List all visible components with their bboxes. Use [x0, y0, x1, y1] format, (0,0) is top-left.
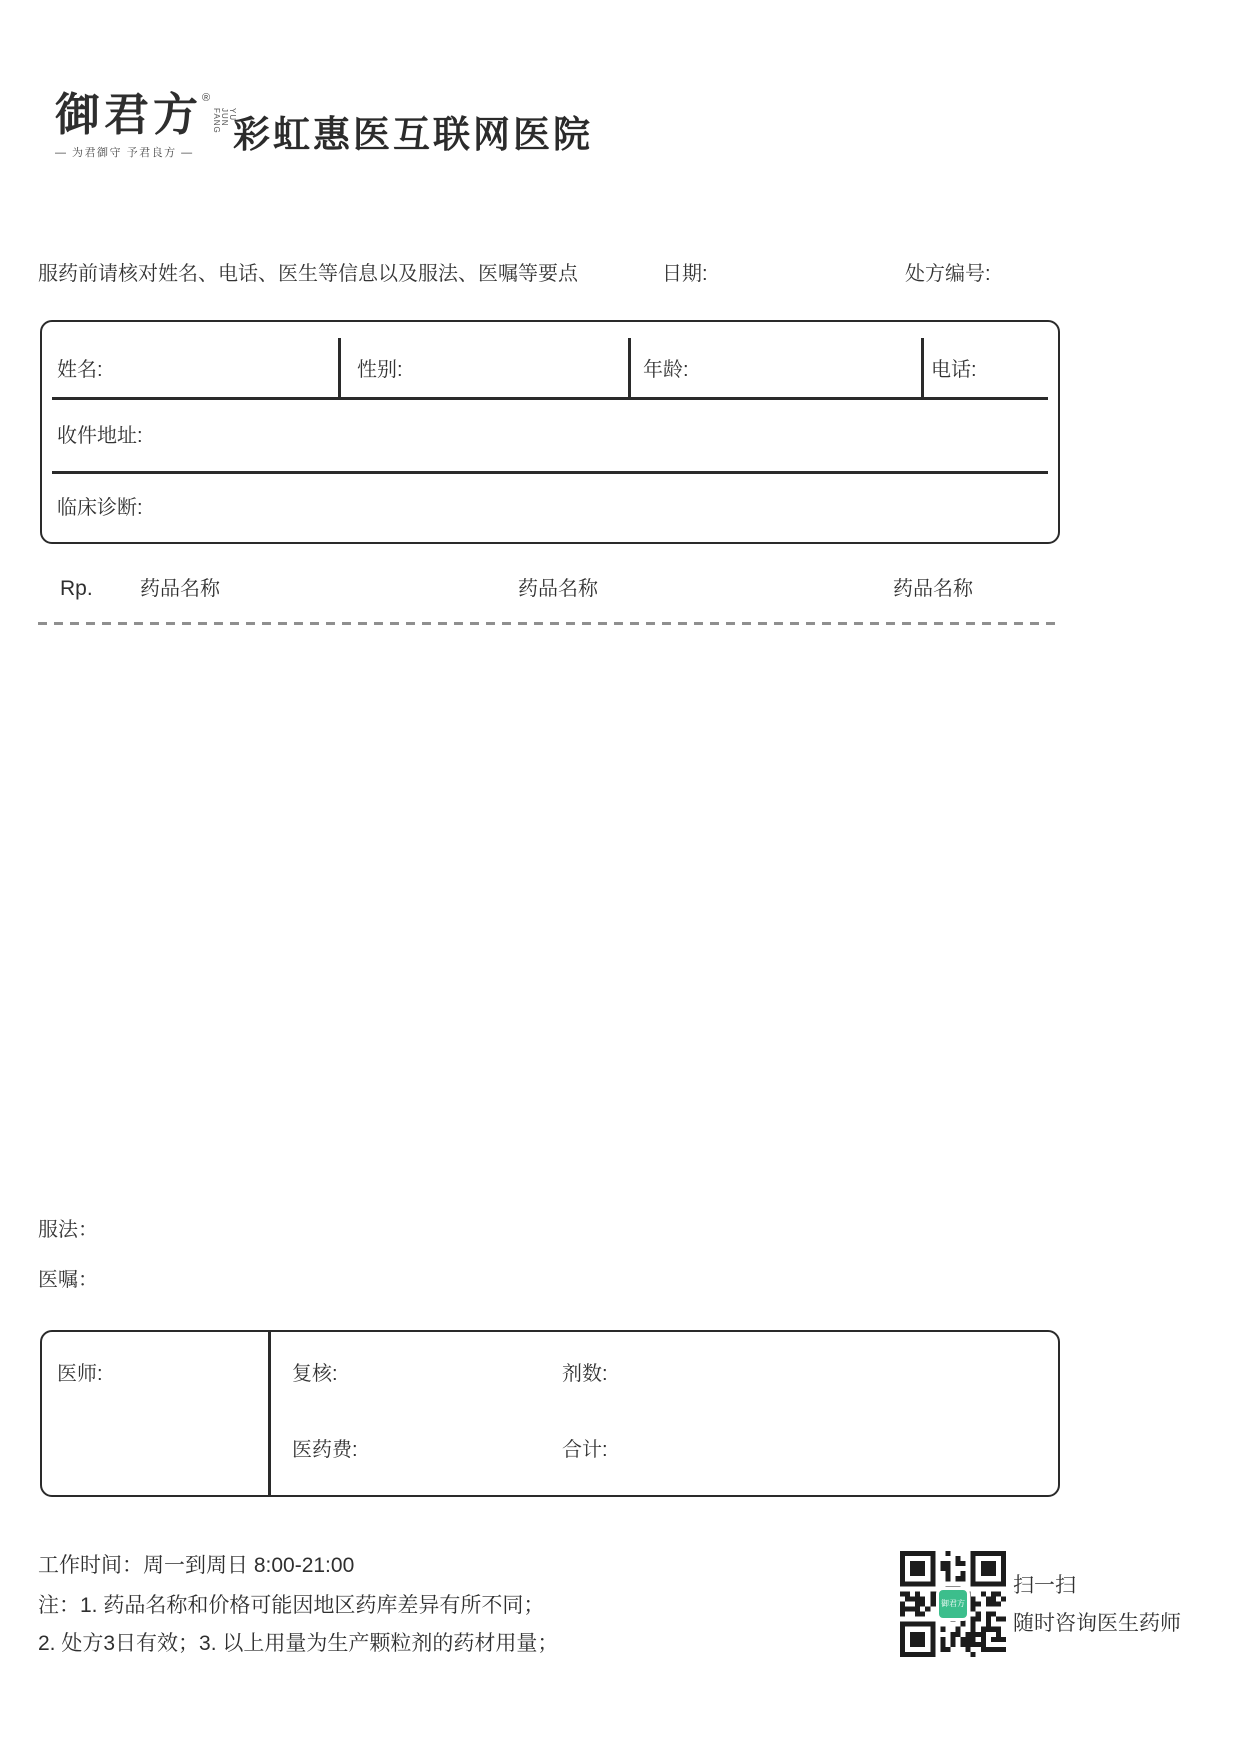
patient-gender-label: 性别:	[357, 359, 403, 381]
hospital-name: 彩虹惠医互联网医院	[233, 114, 593, 155]
registered-trademark-icon: ®	[202, 92, 211, 104]
rp-separator-dashed-line	[38, 622, 1058, 625]
brand-tagline: — 为君御守 予君良方 —	[55, 147, 194, 159]
usage-label: 服法：	[38, 1219, 98, 1241]
rp-label: Rp.	[60, 577, 93, 600]
patient-phone-label: 电话:	[931, 359, 977, 381]
dose-count-label: 剂数:	[562, 1363, 608, 1385]
row-divider	[52, 471, 1048, 474]
drug-name-header-1: 药品名称	[140, 578, 220, 600]
column-divider	[921, 338, 924, 397]
scan-subtitle: 随时咨询医生药师	[1013, 1612, 1181, 1635]
review-label: 复核:	[292, 1363, 338, 1385]
drug-name-header-3: 药品名称	[893, 578, 973, 600]
doctor-advice-label: 医嘱：	[38, 1269, 98, 1291]
working-hours-text: 工作时间：周一到周日 8:00-21:00	[38, 1554, 355, 1577]
brand-logo-vertical-text: YU JUN FANG	[212, 108, 238, 134]
drug-name-header-2: 药品名称	[518, 578, 598, 600]
qr-code	[900, 1551, 1006, 1657]
patient-info-box	[40, 320, 1060, 544]
date-label: 日期:	[662, 263, 708, 285]
clinical-diagnosis-label: 临床诊断:	[57, 497, 143, 519]
total-label: 合计:	[562, 1439, 608, 1461]
column-divider	[628, 338, 631, 397]
patient-name-label: 姓名:	[57, 359, 103, 381]
brand-logo	[55, 88, 238, 160]
note-line-2: 2. 处方3日有效；3. 以上用量为生产颗粒剂的药材用量；	[38, 1632, 559, 1655]
brand-logo-text: 御君方	[55, 88, 203, 141]
summary-box	[40, 1330, 1060, 1497]
shipping-address-label: 收件地址:	[57, 425, 143, 447]
check-reminder-text: 服药前请核对姓名、电话、医生等信息以及服法、医嘱等要点	[38, 263, 578, 285]
medicine-fee-label: 医药费:	[292, 1439, 358, 1461]
qr-center-logo: 御君方	[936, 1587, 970, 1621]
row-divider	[52, 397, 1048, 400]
column-divider	[268, 1332, 271, 1495]
patient-age-label: 年龄:	[643, 359, 689, 381]
scan-title: 扫一扫	[1013, 1574, 1076, 1597]
note-line-1: 注：1. 药品名称和价格可能因地区药库差异有所不同；	[38, 1594, 545, 1617]
rx-number-label: 处方编号:	[905, 263, 991, 285]
column-divider	[338, 338, 341, 397]
physician-label: 医师:	[57, 1363, 103, 1385]
